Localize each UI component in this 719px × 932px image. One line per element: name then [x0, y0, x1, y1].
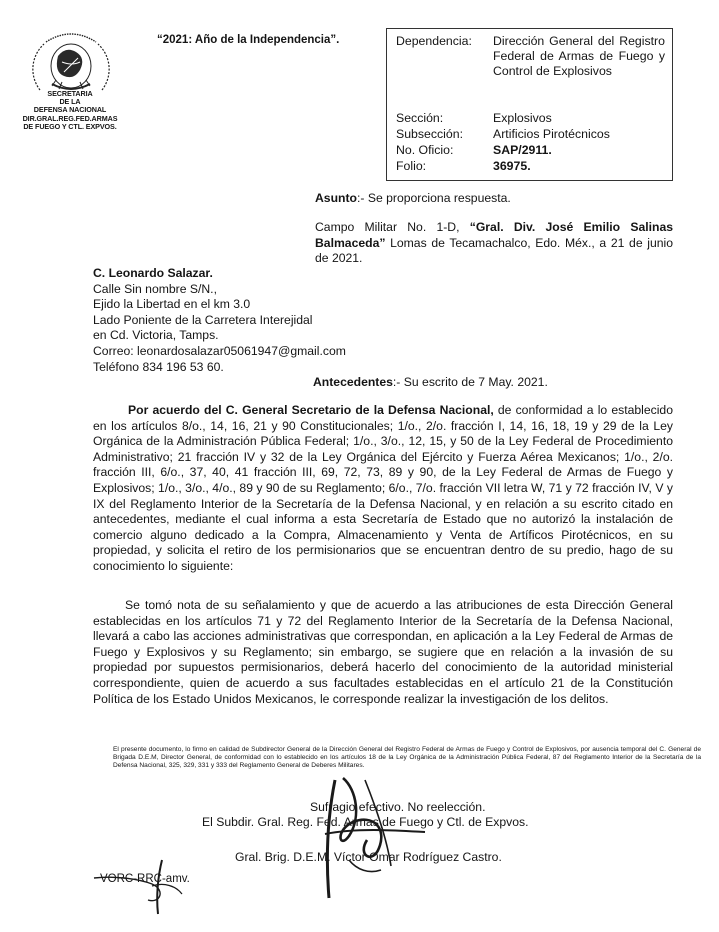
- address-line: Ejido la Libertad en el km 3.0: [93, 297, 251, 312]
- background-label: Antecedentes: [313, 375, 393, 389]
- subject-text: :- Se proporciona respuesta.: [356, 191, 511, 205]
- folio-label: Folio:: [396, 159, 427, 173]
- body-paragraph-1: [93, 403, 673, 575]
- entity-line: DE FUEGO Y CTL. EXPVOS.: [23, 121, 117, 131]
- oficio-value: SAP/2911.: [493, 143, 552, 157]
- subject-label: Asunto: [315, 191, 357, 205]
- background-line: [313, 375, 548, 391]
- paragraph-1-text: de conformidad a lo establecido en los artículos 8/o., 14, 16, 21 y 90 Constitucionales; 1/o., 2/o. fracción I, 14, 16, 18, 19 y 29 de la Ley Orgánica de la Administración Pública Federal; 1/o., 3/o., 12, 15, y 50 de la Ley Federal de Procedimiento Administrativo; 21 fracción IV y 32 de la Ley Orgánica del Ejército y Fuerza Aérea Mexicanos; 1/o., 2/o. fracción III, 6/o., 37, 40, 41 fracción III, 69, 72, 73, 89 y 90, de la Ley Federal de Armas de Fuego y Explosivos; 1/o., 3/o., 4/o., 89 y 90 de su Reglamento; 6/o., 7/o. fracción VII letra W, 71 y 72 fracción IV, V y IX del Reglamento Interior de la Secretaría de la Defensa Nacional, y en relación a su escrito citado en antecedentes, mediante el cual informa a esta Secretaría de Estado que no autorizó la instalación de comercio alguno dedicado a la Compra, Almacenamiento y Venta de Artíficos Pirotécnicos, en su propiedad, y solicita el retiro de los permisionarios que se encuentran dentro de su predio, hago de su conocimiento lo siguiente:: [93, 403, 673, 573]
- reference-box: [386, 28, 673, 181]
- camp-name: “Gral. Div. José Emilio Salinas Balmaceda”: [315, 220, 673, 250]
- address-email: Correo: leonardosalazar05061947@gmail.com: [93, 343, 346, 358]
- subseccion-label: Subsección:: [396, 127, 463, 141]
- folio-value: 36975.: [493, 159, 531, 173]
- seccion-label: Sección:: [396, 111, 444, 125]
- addressee-name: C. Leonardo Salazar.: [93, 266, 213, 280]
- place-date: [315, 220, 673, 267]
- address-line: Lado Poniente de la Carretera Interejidal: [93, 312, 313, 327]
- subseccion-value: Artificios Pirotécnicos: [493, 127, 610, 141]
- entity-line: DEFENSA NACIONAL: [33, 105, 107, 115]
- seccion-value: Explosivos: [493, 111, 552, 125]
- drafter-initials: VORC-RRC-amv.: [100, 873, 190, 885]
- address-phone: Teléfono 834 196 53 60.: [93, 359, 224, 374]
- agreement-lead: Por acuerdo del C. General Secretario de la Defensa Nacional,: [128, 403, 494, 417]
- dependencia-value: Dirección General del Registro Federal de Armas de Fuego y Control de Explosivos: [493, 34, 665, 78]
- entity-line: DIR.GRAL.REG.FED.ARMAS: [22, 113, 118, 123]
- subject-line: [315, 191, 511, 207]
- address-line: Calle Sin nombre S/N.,: [93, 281, 217, 296]
- body-paragraph-2: Se tomó nota de su señalamiento y que de acuerdo a las atribuciones de esta Dirección General establecidas en los artículos 71 y 72 del Reglamento Interior de la Secretaría de la Defensa Nacional, llevará a cabo las acciones administrativas que correspondan, en aplicación a la Ley Federal de Armas de Fuego y Explosivos y su Reglamento; sin embargo, se sugiere que en relación a la invasión de su propiedad por supuestos permisionarios, deberá hacerlo del conocimiento de la autoridad ministerial correspondiente, quien de acuerdo a sus facultades establecidas en el artículo 21 de la Constitución Política de los Estado Unidos Mexicanos, le corresponde realizar la investigación de los delitos.: [93, 598, 673, 706]
- handwritten-signature-icon: [295, 770, 455, 910]
- closing-motto: Sufragio efectivo. No reelección.: [310, 800, 486, 814]
- issuing-entity: [14, 90, 126, 131]
- dependencia-label: Dependencia:: [396, 34, 472, 48]
- signature-delegation-note: El presente documento, lo firmo en calidad de Subdirector General de la Dirección General del Registro Federal de Armas de Fuego y Control de Explosivos, por ausencia temporal del C. General de Brigada D.E.M, Director General, de conformidad con lo establecido en los artículos 18 de la Ley Orgánica de la Administración Pública Federal, 87 del Reglamento Interior de la Secretaría de la Defensa Nacional, 325, 329, 331 y 333 del Reglamento General de Deberes Militares.: [113, 746, 701, 770]
- addressee-block: [93, 266, 346, 375]
- signer-title: El Subdir. Gral. Reg. Fed. Armas de Fuego y Ctl. de Expvos.: [202, 815, 529, 829]
- year-motto: “2021: Año de la Independencia”.: [157, 34, 340, 46]
- place-suffix: Lomas de Tecamachalco, Edo. Méx., a 21 de junio de 2021.: [315, 235, 673, 266]
- place-prefix: Campo Militar No. 1-D,: [315, 220, 470, 234]
- national-seal-icon: [28, 28, 114, 98]
- entity-line: SECRETARIA: [47, 89, 93, 98]
- signer-name: Gral. Brig. D.E.M. Víctor Omar Rodríguez Castro.: [235, 850, 502, 864]
- background-text: :- Su escrito de 7 May. 2021.: [392, 375, 548, 389]
- address-line: en Cd. Victoria, Tamps.: [93, 328, 219, 343]
- entity-line: DE LA: [59, 97, 81, 107]
- initials-scribble-icon: [92, 856, 232, 916]
- oficio-label: No. Oficio:: [396, 143, 454, 157]
